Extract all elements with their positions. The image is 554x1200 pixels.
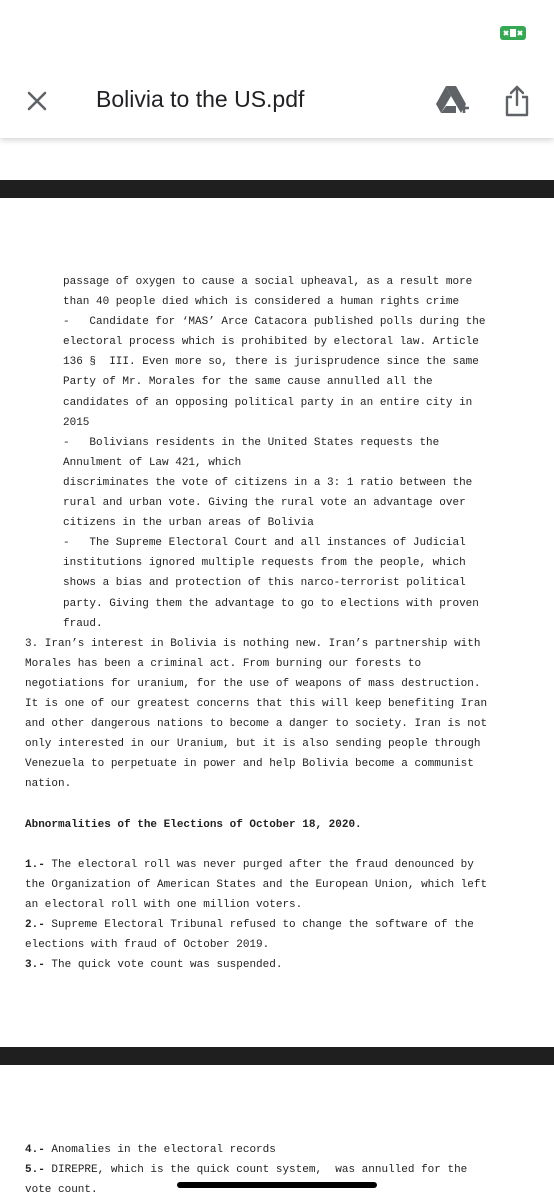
list-text: The quick vote count was suspended. bbox=[44, 959, 283, 972]
text-line bbox=[0, 835, 554, 855]
text-line: - Bolivians residents in the United States requests the bbox=[63, 436, 440, 449]
close-icon[interactable] bbox=[22, 86, 52, 116]
screen-mirror-icon bbox=[500, 26, 526, 40]
text-line: only interested in our Uranium, but it is also sending people through bbox=[25, 738, 481, 751]
text-line: Annulment of Law 421, which bbox=[63, 456, 242, 469]
text-line: It is one of our greatest concerns that this will keep benefiting Iran bbox=[25, 697, 488, 710]
text-line bbox=[0, 1140, 554, 1160]
text-line: fraud. bbox=[63, 617, 103, 630]
text-line: rural and urban vote. Giving the rural vote an advantage over bbox=[63, 497, 466, 510]
list-number: 1.- bbox=[25, 858, 45, 871]
text-line: the Organization of American States and the European Union, which left bbox=[25, 878, 488, 891]
text-line bbox=[0, 855, 554, 875]
text-line: nation. bbox=[25, 778, 72, 791]
share-icon[interactable] bbox=[503, 84, 531, 118]
text-line: and other dangerous nations to become a danger to society. Iran is not bbox=[25, 718, 488, 731]
text-line: Morales has been a criminal act. From burning our forests to bbox=[25, 657, 422, 670]
text-line: - Candidate for ‘MAS’ Arce Catacora published polls during the bbox=[63, 316, 486, 329]
text-line: Party of Mr. Morales for the same cause annulled all the bbox=[63, 376, 433, 389]
text-line: shows a bias and protection of this narco-terrorist political bbox=[63, 577, 466, 590]
document-title: Bolivia to the US.pdf bbox=[96, 86, 305, 112]
text-line: negotiations for uranium, for the use of weapons of mass destruction. bbox=[25, 677, 481, 690]
text-line: vote count. bbox=[25, 1184, 98, 1197]
text-line: passage of oxygen to cause a social upheaval, as a result more bbox=[63, 276, 473, 288]
pdf-page-text bbox=[0, 1140, 554, 1200]
text-line: 2015 bbox=[63, 416, 90, 429]
list-text: DIREPRE, which is the quick count system, was annulled for the bbox=[44, 1164, 468, 1177]
text-line: Venezuela to perpetuate in power and help Bolivia become a communist bbox=[25, 758, 474, 771]
list-text: The electoral roll was never purged after the fraud denounced by bbox=[44, 858, 474, 871]
page-separator bbox=[0, 1047, 554, 1065]
text-line: 3. Iran’s interest in Bolivia is nothing new. Iran’s partnership with bbox=[25, 637, 481, 650]
text-line bbox=[0, 915, 554, 935]
list-number: 3.- bbox=[25, 959, 45, 972]
text-line: 136 § III. Even more so, there is jurisprudence since the same bbox=[63, 356, 479, 369]
text-line: - The Supreme Electoral Court and all instances of Judicial bbox=[63, 537, 466, 550]
add-to-drive-icon[interactable] bbox=[434, 84, 470, 118]
text-line bbox=[0, 794, 554, 814]
text-line: than 40 people died which is considered a human rights crime bbox=[63, 296, 460, 309]
list-number: 2.- bbox=[25, 919, 45, 931]
pdf-page-text bbox=[0, 272, 554, 975]
home-indicator bbox=[177, 1182, 377, 1188]
list-number: 4.- bbox=[25, 1144, 45, 1156]
text-line: electoral process which is prohibited by electoral law. Article bbox=[63, 336, 479, 349]
text-line bbox=[0, 955, 554, 975]
text-line bbox=[0, 1160, 554, 1180]
section-heading: Abnormalities of the Elections of October 18, 2020. bbox=[25, 818, 362, 831]
list-text: Anomalies in the electoral records bbox=[44, 1144, 276, 1156]
text-line: candidates of an opposing political party in an entire city in bbox=[63, 396, 473, 409]
text-line: an electoral roll with one million voters. bbox=[25, 898, 303, 911]
page-separator bbox=[0, 180, 554, 198]
app-toolbar bbox=[0, 0, 554, 138]
text-line: citizens in the urban areas of Bolivia bbox=[63, 517, 314, 530]
text-line: elections with fraud of October 2019. bbox=[25, 939, 270, 952]
text-line: institutions ignored multiple requests from the people, which bbox=[63, 557, 466, 570]
text-line: discriminates the vote of citizens in a 3: 1 ratio between the bbox=[63, 476, 473, 489]
list-number: 5.- bbox=[25, 1164, 45, 1177]
text-line: party. Giving them the advantage to go to elections with proven bbox=[63, 597, 479, 610]
list-text: Supreme Electoral Tribunal refused to change the software of the bbox=[44, 919, 474, 931]
